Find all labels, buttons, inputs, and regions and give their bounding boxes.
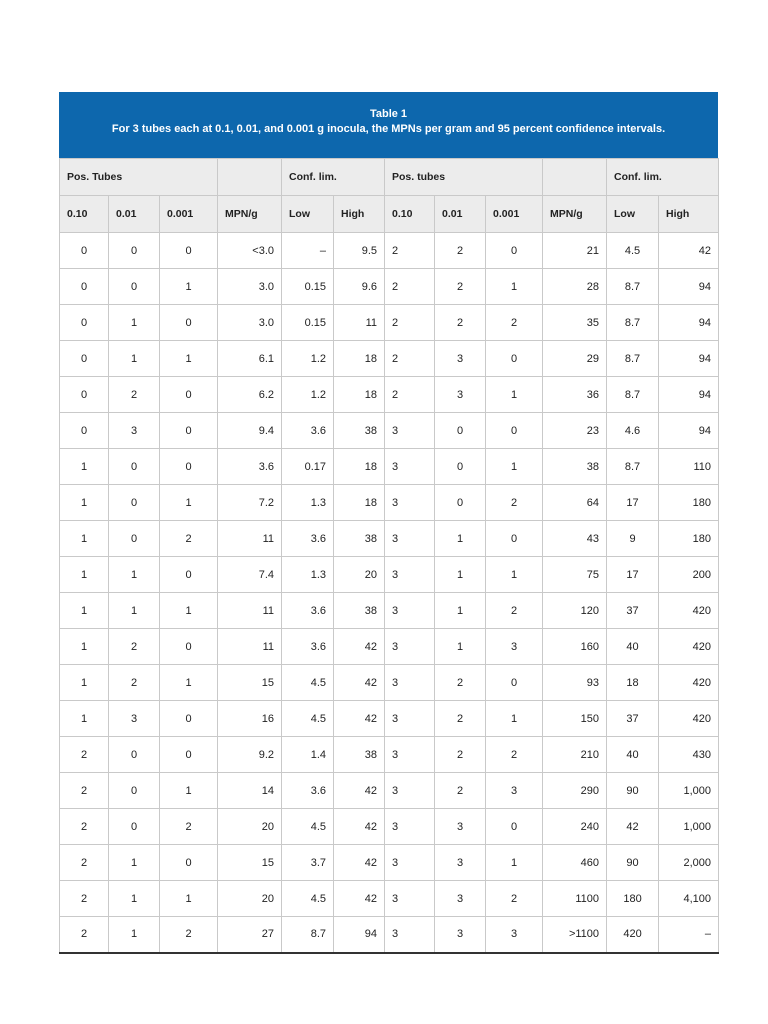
table-cell: 9.4	[218, 413, 282, 449]
table-cell: 3	[385, 629, 435, 665]
mpn-group-spacer-left	[218, 159, 282, 196]
table-cell: 6.1	[218, 341, 282, 377]
table-cell: 0	[486, 665, 543, 701]
table-cell: 2	[385, 269, 435, 305]
table-cell: 180	[659, 485, 719, 521]
table-cell: 1	[109, 845, 160, 881]
table-cell: 21	[543, 233, 607, 269]
column-header: MPN/g	[218, 196, 282, 233]
table-row	[60, 701, 719, 737]
table-cell: 0	[109, 233, 160, 269]
table-cell: 3	[486, 917, 543, 953]
table-cell: 94	[659, 413, 719, 449]
column-header: Low	[282, 196, 334, 233]
table-cell: 94	[659, 269, 719, 305]
table-cell: 3	[385, 413, 435, 449]
table-cell: 0	[486, 413, 543, 449]
table-cell: 2	[486, 305, 543, 341]
table-cell: 1	[435, 629, 486, 665]
table-cell: 1	[60, 593, 109, 629]
table-cell: 2	[109, 377, 160, 413]
table-cell: 1	[109, 557, 160, 593]
table-cell: 180	[659, 521, 719, 557]
column-header: 0.001	[160, 196, 218, 233]
table-cell: 0	[109, 449, 160, 485]
table-cell: 42	[334, 845, 385, 881]
table-cell: 1	[160, 269, 218, 305]
table-cell: 1	[435, 557, 486, 593]
table-cell: 0	[486, 809, 543, 845]
table-cell: 8.7	[282, 917, 334, 953]
table-cell: 2	[160, 521, 218, 557]
table-cell: 18	[334, 377, 385, 413]
table-cell: 42	[334, 773, 385, 809]
table-cell: 2	[435, 665, 486, 701]
table-cell: 3	[385, 917, 435, 953]
conf-lim-header-left: Conf. lim.	[282, 159, 385, 196]
table-cell: 2,000	[659, 845, 719, 881]
table-cell: 4.5	[282, 881, 334, 917]
table-cell: 6.2	[218, 377, 282, 413]
table-cell: 1	[160, 341, 218, 377]
table-row	[60, 773, 719, 809]
table-cell: 3	[385, 665, 435, 701]
conf-lim-header-right: Conf. lim.	[607, 159, 719, 196]
table-cell: 3	[435, 377, 486, 413]
table-cell: 16	[218, 701, 282, 737]
table-cell: 20	[218, 809, 282, 845]
table-cell: >1100	[543, 917, 607, 953]
table-cell: 0	[109, 809, 160, 845]
table-cell: 0.15	[282, 305, 334, 341]
table-cell: 460	[543, 845, 607, 881]
table-cell: 0	[160, 845, 218, 881]
table-cell: 2	[160, 809, 218, 845]
table-cell: 1.3	[282, 485, 334, 521]
table-cell: 0	[109, 737, 160, 773]
table-cell: 3	[385, 701, 435, 737]
table-cell: 0	[435, 449, 486, 485]
table-cell: 1	[109, 593, 160, 629]
table-cell: 1	[60, 629, 109, 665]
table-cell: 93	[543, 665, 607, 701]
table-cell: 1.4	[282, 737, 334, 773]
table-cell: 3	[385, 485, 435, 521]
table-cell: 1	[486, 449, 543, 485]
table-cell: 29	[543, 341, 607, 377]
column-header-row	[60, 196, 719, 233]
table-cell: 2	[60, 917, 109, 953]
column-header: 0.10	[385, 196, 435, 233]
table-cell: 110	[659, 449, 719, 485]
table-cell: 0	[60, 377, 109, 413]
table-cell: 42	[334, 701, 385, 737]
table-cell: 2	[385, 341, 435, 377]
table-cell: 42	[334, 665, 385, 701]
column-header: MPN/g	[543, 196, 607, 233]
table-cell: 1	[435, 593, 486, 629]
table-cell: 20	[218, 881, 282, 917]
table-cell: 3	[435, 809, 486, 845]
table-cell: 0	[486, 341, 543, 377]
table-cell: 2	[109, 665, 160, 701]
table-cell: 20	[334, 557, 385, 593]
table-cell: 2	[385, 233, 435, 269]
table-cell: 2	[435, 305, 486, 341]
table-row	[60, 485, 719, 521]
table-cell: 3	[385, 881, 435, 917]
table-cell: 1	[486, 269, 543, 305]
table-cell: 3	[109, 701, 160, 737]
table-cell: 1.2	[282, 377, 334, 413]
table-cell: 35	[543, 305, 607, 341]
table-cell: 23	[543, 413, 607, 449]
table-cell: 3.7	[282, 845, 334, 881]
table-row	[60, 629, 719, 665]
table-cell: 1	[60, 449, 109, 485]
table-cell: 0	[160, 413, 218, 449]
column-header: High	[334, 196, 385, 233]
table-cell: 1	[109, 917, 160, 953]
table-cell: 420	[659, 665, 719, 701]
table-cell: 9.2	[218, 737, 282, 773]
column-header: 0.01	[109, 196, 160, 233]
table-cell: 0	[60, 305, 109, 341]
table-cell: 1	[486, 845, 543, 881]
table-cell: 14	[218, 773, 282, 809]
table-cell: 2	[109, 629, 160, 665]
table-cell: 0	[160, 233, 218, 269]
table-cell: 3	[385, 845, 435, 881]
table-cell: 94	[659, 305, 719, 341]
table-cell: 1	[486, 701, 543, 737]
table-cell: 3	[435, 881, 486, 917]
table-cell: 0.15	[282, 269, 334, 305]
table-cell: 42	[334, 881, 385, 917]
table-cell: 9	[607, 521, 659, 557]
table-cell: 0	[435, 413, 486, 449]
table-cell: 75	[543, 557, 607, 593]
table-cell: 2	[160, 917, 218, 953]
table-cell: 0	[160, 629, 218, 665]
table-cell: 37	[607, 593, 659, 629]
table-cell: 42	[334, 809, 385, 845]
table-cell: 17	[607, 485, 659, 521]
table-cell: 28	[543, 269, 607, 305]
pos-tubes-header-right: Pos. tubes	[385, 159, 543, 196]
table-cell: 2	[435, 701, 486, 737]
table-cell: 3	[435, 917, 486, 953]
table-cell: 420	[659, 629, 719, 665]
table-cell: 3	[385, 737, 435, 773]
table-cell: 1	[160, 593, 218, 629]
table-body	[60, 233, 719, 953]
table-cell: 4,100	[659, 881, 719, 917]
table-cell: 3	[385, 593, 435, 629]
table-cell: 11	[218, 593, 282, 629]
table-cell: 0	[160, 557, 218, 593]
table-cell: 38	[334, 521, 385, 557]
table-cell: 0	[60, 413, 109, 449]
table-cell: 3.6	[282, 521, 334, 557]
table-cell: 40	[607, 737, 659, 773]
table-row	[60, 269, 719, 305]
table-cell: 1	[486, 557, 543, 593]
table-cell: 0	[109, 521, 160, 557]
table-cell: 9.5	[334, 233, 385, 269]
table-cell: 94	[659, 341, 719, 377]
table-cell: 2	[486, 737, 543, 773]
column-header: 0.10	[60, 196, 109, 233]
table-cell: 42	[334, 629, 385, 665]
table-cell: 420	[607, 917, 659, 953]
table-cell: 3	[385, 809, 435, 845]
column-header: Low	[607, 196, 659, 233]
table-row	[60, 377, 719, 413]
table-cell: 11	[334, 305, 385, 341]
table-cell: 0	[435, 485, 486, 521]
table-cell: 120	[543, 593, 607, 629]
table-cell: 0	[109, 773, 160, 809]
table-cell: 3.6	[282, 593, 334, 629]
table-cell: 1	[60, 521, 109, 557]
table-cell: 4.5	[282, 701, 334, 737]
table-cell: 290	[543, 773, 607, 809]
table-cell: 2	[60, 773, 109, 809]
mpn-table	[59, 158, 719, 954]
table-row	[60, 449, 719, 485]
table-cell: 7.2	[218, 485, 282, 521]
table-cell: 420	[659, 701, 719, 737]
table-row	[60, 809, 719, 845]
column-header: High	[659, 196, 719, 233]
table-cell: 1	[486, 377, 543, 413]
table-cell: 1	[160, 665, 218, 701]
table-row	[60, 413, 719, 449]
table-cell: 2	[486, 593, 543, 629]
table-cell: 0	[160, 737, 218, 773]
table-cell: 3	[435, 845, 486, 881]
table-title: Table 1	[369, 108, 408, 120]
table-cell: 17	[607, 557, 659, 593]
mpn-table-document	[59, 92, 718, 954]
table-cell: 8.7	[607, 341, 659, 377]
table-cell: 90	[607, 773, 659, 809]
table-cell: 2	[385, 305, 435, 341]
table-cell: 40	[607, 629, 659, 665]
table-row	[60, 341, 719, 377]
table-cell: 3.6	[282, 629, 334, 665]
table-cell: 37	[607, 701, 659, 737]
table-cell: 36	[543, 377, 607, 413]
table-cell: 3	[385, 773, 435, 809]
table-cell: 8.7	[607, 269, 659, 305]
table-cell: 43	[543, 521, 607, 557]
table-cell: 3	[385, 557, 435, 593]
table-cell: 38	[543, 449, 607, 485]
table-cell: 18	[334, 341, 385, 377]
table-cell: 3	[435, 341, 486, 377]
table-cell: 15	[218, 845, 282, 881]
table-cell: 1	[109, 881, 160, 917]
table-cell: 4.5	[282, 809, 334, 845]
table-cell: 2	[486, 881, 543, 917]
table-cell: 0	[486, 521, 543, 557]
group-header-row	[60, 159, 719, 196]
table-cell: 1	[60, 557, 109, 593]
table-cell: 38	[334, 737, 385, 773]
table-cell: 3	[486, 629, 543, 665]
table-cell: 4.5	[282, 665, 334, 701]
table-cell: 11	[218, 521, 282, 557]
column-header: 0.001	[486, 196, 543, 233]
table-cell: 38	[334, 413, 385, 449]
table-cell: 4.5	[607, 233, 659, 269]
table-row	[60, 917, 719, 953]
table-cell: 27	[218, 917, 282, 953]
table-cell: 42	[607, 809, 659, 845]
table-cell: 1	[60, 485, 109, 521]
table-cell: 2	[60, 809, 109, 845]
table-cell: 1	[160, 881, 218, 917]
table-row	[60, 881, 719, 917]
table-cell: 2	[435, 233, 486, 269]
table-cell: 3	[385, 521, 435, 557]
mpn-group-spacer-right	[543, 159, 607, 196]
table-cell: 0	[160, 377, 218, 413]
table-cell: 4.6	[607, 413, 659, 449]
table-cell: 0	[60, 341, 109, 377]
table-cell: 2	[435, 269, 486, 305]
table-cell: 0	[486, 233, 543, 269]
table-cell: 0	[60, 269, 109, 305]
table-cell: 11	[218, 629, 282, 665]
table-row	[60, 845, 719, 881]
table-cell: 2	[60, 881, 109, 917]
table-cell: 1,000	[659, 773, 719, 809]
table-subtitle: For 3 tubes each at 0.1, 0.01, and 0.001 g inocula, the MPNs per gram and 95 percent confidence intervals.	[111, 123, 666, 135]
table-cell: 1	[60, 701, 109, 737]
table-cell: 0	[160, 449, 218, 485]
table-cell: 15	[218, 665, 282, 701]
table-cell: 3	[385, 449, 435, 485]
table-row	[60, 593, 719, 629]
table-row	[60, 557, 719, 593]
table-cell: 200	[659, 557, 719, 593]
table-cell: 2	[385, 377, 435, 413]
table-cell: 0	[160, 701, 218, 737]
table-cell: 1.3	[282, 557, 334, 593]
table-cell: 0	[109, 269, 160, 305]
table-cell: 94	[334, 917, 385, 953]
table-cell: –	[659, 917, 719, 953]
table-cell: 8.7	[607, 449, 659, 485]
table-cell: 1100	[543, 881, 607, 917]
table-cell: –	[282, 233, 334, 269]
table-cell: 9.6	[334, 269, 385, 305]
table-cell: 0.17	[282, 449, 334, 485]
table-cell: 1	[435, 521, 486, 557]
table-cell: 420	[659, 593, 719, 629]
table-cell: 2	[435, 773, 486, 809]
table-cell: 1	[109, 341, 160, 377]
table-cell: 18	[607, 665, 659, 701]
table-cell: 2	[60, 737, 109, 773]
table-cell: 1	[160, 485, 218, 521]
table-cell: 3	[109, 413, 160, 449]
table-row	[60, 521, 719, 557]
column-header: 0.01	[435, 196, 486, 233]
table-cell: 64	[543, 485, 607, 521]
table-cell: 90	[607, 845, 659, 881]
table-cell: 1.2	[282, 341, 334, 377]
table-banner	[59, 92, 718, 158]
table-cell: 1	[160, 773, 218, 809]
table-cell: 94	[659, 377, 719, 413]
table-row	[60, 737, 719, 773]
table-cell: 210	[543, 737, 607, 773]
table-cell: 0	[109, 485, 160, 521]
table-cell: 3.0	[218, 269, 282, 305]
table-cell: 3.6	[218, 449, 282, 485]
table-cell: 180	[607, 881, 659, 917]
table-cell: 8.7	[607, 377, 659, 413]
table-cell: 0	[160, 305, 218, 341]
table-cell: 1,000	[659, 809, 719, 845]
table-cell: 240	[543, 809, 607, 845]
table-cell: <3.0	[218, 233, 282, 269]
table-cell: 430	[659, 737, 719, 773]
table-cell: 160	[543, 629, 607, 665]
pos-tubes-header-left: Pos. Tubes	[60, 159, 218, 196]
table-row	[60, 233, 719, 269]
table-cell: 3.6	[282, 773, 334, 809]
table-cell: 1	[60, 665, 109, 701]
table-cell: 8.7	[607, 305, 659, 341]
table-row	[60, 305, 719, 341]
table-cell: 1	[109, 305, 160, 341]
table-cell: 2	[486, 485, 543, 521]
table-cell: 2	[435, 737, 486, 773]
table-cell: 3	[486, 773, 543, 809]
table-cell: 3.6	[282, 413, 334, 449]
table-cell: 18	[334, 449, 385, 485]
table-row	[60, 665, 719, 701]
table-cell: 42	[659, 233, 719, 269]
table-cell: 38	[334, 593, 385, 629]
table-cell: 2	[60, 845, 109, 881]
table-cell: 0	[60, 233, 109, 269]
table-cell: 7.4	[218, 557, 282, 593]
table-cell: 3.0	[218, 305, 282, 341]
table-cell: 18	[334, 485, 385, 521]
table-cell: 150	[543, 701, 607, 737]
